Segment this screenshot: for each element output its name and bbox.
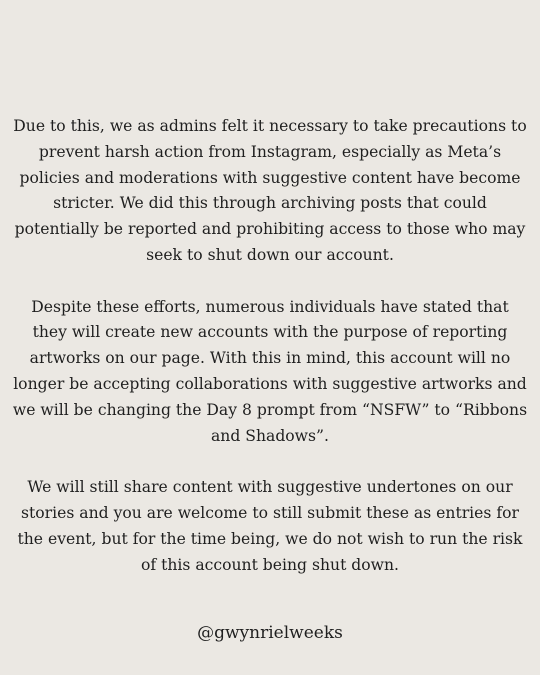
paragraph-policy-change: Despite these efforts, numerous individuals have stated that they will create new accounts with the purpose of reporting artworks on our page. With this in mind, this account will no longer be accepting collaborations with suggestive artworks and we will be changing the Day 8 prompt from “NSFW” to “Ribbons and Shadows”. bbox=[12, 297, 528, 445]
announcement-body bbox=[12, 114, 528, 578]
paragraph-precautions: Due to this, we as admins felt it necessary to take precautions to prevent harsh action from Instagram, especially as Meta’s policies and moderations with suggestive content have become stricter. We did this through archiving posts that could potentially be reported and prohibiting access to those who may seek to shut down our account. bbox=[13, 117, 527, 264]
account-handle: @gwynrielweeks bbox=[197, 623, 343, 643]
paragraph-stories-note: We will still share content with suggestive undertones on our stories and you are welcome to still submit these as entries for the event, but for the time being, we do not wish to run the risk of this account being shut down. bbox=[17, 478, 523, 574]
